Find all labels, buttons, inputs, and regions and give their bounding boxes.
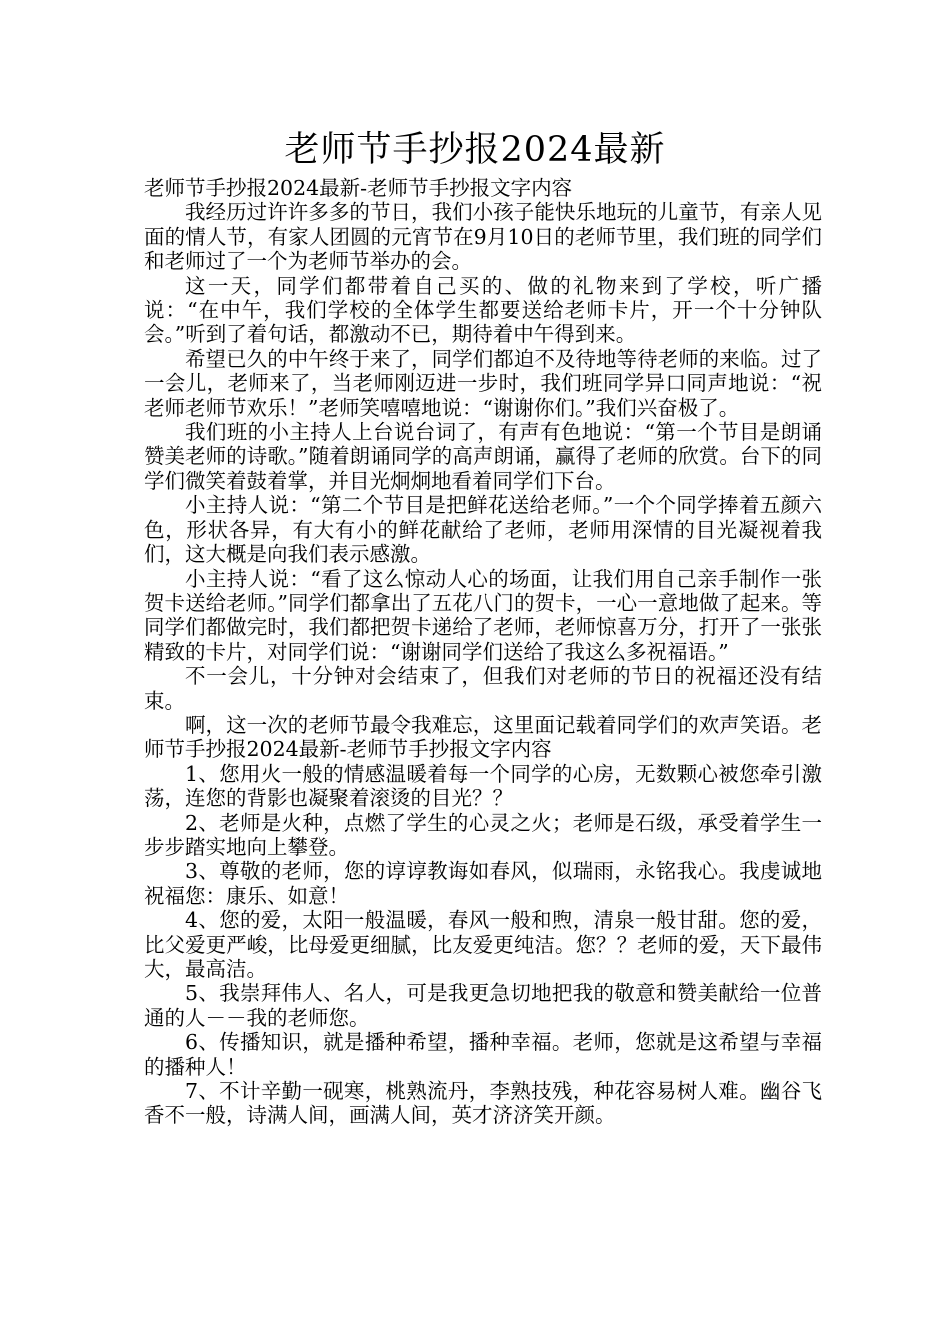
wish-item-7: 7、不计辛勤一砚寒，桃熟流丹，李熟技残，种花容易树人难。幽谷飞香不一般，诗满人间，画满人间，英才济济笑开颜。 bbox=[144, 1079, 822, 1128]
wish-item-6: 6、传播知识，就是播种希望，播种幸福。老师，您就是这希望与幸福的播种人！ bbox=[144, 1030, 822, 1079]
document-title: 老师节手抄报2024最新 bbox=[284, 130, 666, 170]
wish-item-1: 1、您用火一般的情感温暖着每一个同学的心房，无数颗心被您牵引激荡，连您的背影也凝聚着滚烫的目光？？ bbox=[144, 761, 822, 811]
wish-item-3: 3、尊敬的老师，您的谆谆教诲如春风，似瑞雨，永铭我心。我虔诚地祝福您：康乐、如意！ bbox=[144, 859, 822, 908]
paragraph-2: 这一天，同学们都带着自己买的、做的礼物来到了学校，听广播说：“在中午，我们学校的全体学生都要送给老师卡片，开一个十分钟队会。”听到了着句话，都激动不已，期待着中午得到来。 bbox=[144, 273, 822, 347]
paragraph-8: 啊，这一次的老师节最令我难忘，这里面记载着同学们的欢声笑语。老师节手抄报2024最新-老师节手抄报文字内容 bbox=[144, 712, 822, 762]
paragraph-1: 我经历过许许多多的节日，我们小孩子能快乐地玩的儿童节，有亲人见面的情人节，有家人团圆的元宵节在9月10日的老师节里，我们班的同学们和老师过了一个为老师节举办的会。 bbox=[144, 200, 822, 274]
document-body bbox=[144, 176, 822, 1128]
wish-item-2: 2、老师是火种，点燃了学生的心灵之火；老师是石级，承受着学生一步步踏实地向上攀登。 bbox=[144, 810, 822, 859]
paragraph-6: 小主持人说：“看了这么惊动人心的场面，让我们用自己亲手制作一张贺卡送给老师。”同学们都拿出了五花八门的贺卡，一心一意地做了起来。等同学们都做完时，我们都把贺卡递给了老师，老师惊喜万分，打开了一张张精致的卡片，对同学们说：“谢谢同学们送给了我这么多祝福语。” bbox=[144, 566, 822, 664]
wish-item-4: 4、您的爱，太阳一般温暖，春风一般和煦，清泉一般甘甜。您的爱，比父爱更严峻，比母爱更细腻，比友爱更纯洁。您？？老师的爱，天下最伟大，最高洁。 bbox=[144, 908, 822, 981]
wish-item-5: 5、我崇拜伟人、名人，可是我更急切地把我的敬意和赞美献给一位普通的人－－我的老师您。 bbox=[144, 981, 822, 1030]
paragraph-7: 不一会儿，十分钟对会结束了，但我们对老师的节日的祝福还没有结束。 bbox=[144, 664, 822, 713]
paragraph-3: 希望已久的中午终于来了，同学们都迫不及待地等待老师的来临。过了一会儿，老师来了，当老师刚迈进一步时，我们班同学异口同声地说：“祝老师老师节欢乐！”老师笑嘻嘻地说：“谢谢你们。”我们兴奋极了。 bbox=[144, 346, 822, 420]
document-subtitle: 老师节手抄报2024最新-老师节手抄报文字内容 bbox=[144, 176, 573, 200]
paragraph-5: 小主持人说：“第二个节目是把鲜花送给老师。”一个个同学捧着五颜六色，形状各异，有大有小的鲜花献给了老师，老师用深情的目光凝视着我们，这大概是向我们表示感激。 bbox=[144, 493, 822, 567]
paragraph-4: 我们班的小主持人上台说台词了，有声有色地说：“第一个节目是朗诵赞美老师的诗歌。”随着朗诵同学的高声朗诵，赢得了老师的欣赏。台下的同学们微笑着鼓着掌，并目光炯炯地看着同学们下台。 bbox=[144, 420, 822, 493]
